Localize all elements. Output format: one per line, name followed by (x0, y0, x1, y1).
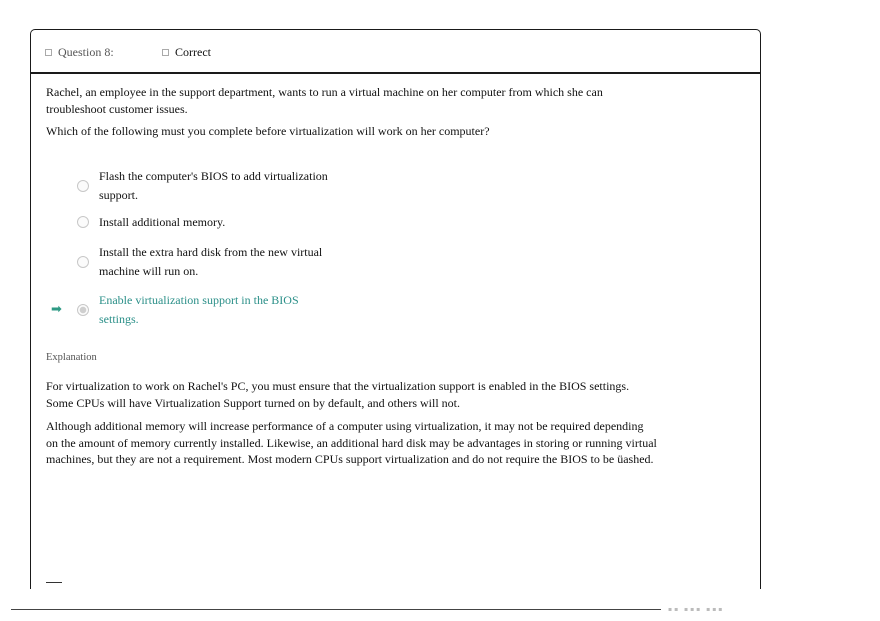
explanation-paragraph-1: For virtualization to work on Rachel's PC, you must ensure that the virtualization support is enabled in the BIOS settings. Some CPUs will have Virtualization Support turned on by default, and others will not. (46, 379, 630, 410)
question-card (30, 29, 761, 589)
result-status-label: Correct (175, 45, 211, 59)
arrow-right-icon: ➡ (51, 302, 62, 317)
question-number-label: Question 8: (58, 45, 114, 59)
result-status (162, 45, 211, 60)
radio-button[interactable] (77, 180, 89, 192)
radio-button-selected[interactable] (77, 304, 89, 316)
option-marker (51, 215, 77, 229)
answer-option-4[interactable] (51, 291, 371, 328)
question-header (31, 30, 760, 74)
answer-option-3[interactable] (51, 243, 371, 280)
answer-option-label-correct: Enable virtualization support in the BIOS settings. (99, 293, 299, 326)
answer-option-2[interactable] (51, 213, 371, 231)
option-marker (51, 255, 77, 269)
option-marker (51, 179, 77, 193)
explanation-paragraph-2: Although additional memory will increase performance of a computer using virtualization, it may not be required depending on the amount of memory currently installed. Likewise, an additional hard disk may be advantages in storing or running virtual machines, but they are not a requirement. Most modern CPUs support virtualization and do not require the BIOS to be üashed. (46, 419, 657, 466)
footer-marks: ▪▪ ▪▪▪ ▪▪▪ (668, 606, 725, 613)
question-number (45, 45, 114, 60)
divider-dash (46, 582, 62, 583)
radio-button[interactable] (77, 256, 89, 268)
answer-option-label: Install the extra hard disk from the new virtual machine will run on. (99, 245, 323, 278)
footer-divider (11, 609, 661, 610)
explanation-title: Explanation (46, 352, 97, 363)
question-ask: Which of the following must you complete before virtualization will work on her computer? (46, 124, 490, 138)
answer-options (51, 167, 371, 328)
radio-button[interactable] (77, 216, 89, 228)
status-checkbox-icon (162, 49, 169, 56)
answer-option-1[interactable] (51, 167, 371, 204)
answer-option-label: Install additional memory. (99, 214, 226, 229)
answer-option-label: Flash the computer's BIOS to add virtualization support. (99, 169, 328, 202)
question-checkbox-icon (45, 49, 52, 56)
question-text: Rachel, an employee in the support department, wants to run a virtual machine on her computer from which she can troubleshoot customer issues. (46, 85, 603, 116)
